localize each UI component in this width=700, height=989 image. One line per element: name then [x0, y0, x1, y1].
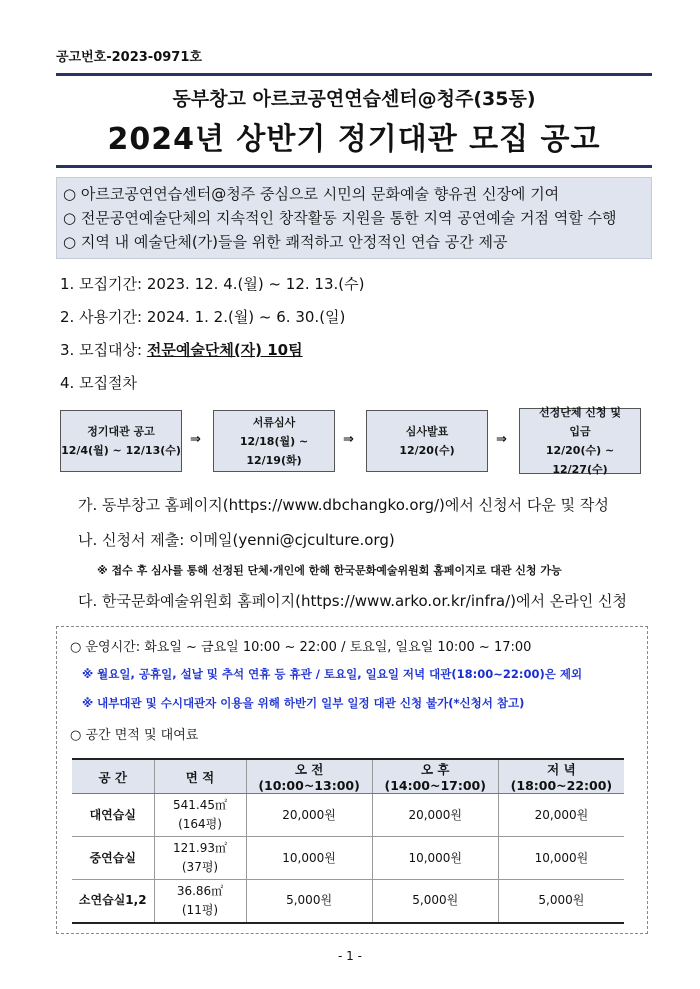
flow-step-date: 12/20(수) [399, 444, 455, 457]
page-subtitle: 동부창고 아르코공연연습센터@청주(35동) [172, 88, 536, 110]
header-evening: 저 녁(18:00~22:00) [498, 759, 624, 794]
header-rule-bottom [56, 165, 652, 168]
purpose-line-2: ○ 전문공연예술단체의 지속적인 창작활동 지원을 통한 지역 공연예술 거점 역할 수행 [63, 209, 617, 227]
table-header-row [72, 759, 624, 794]
cell-afternoon: 20,000원 [372, 794, 498, 837]
cell-morning: 20,000원 [246, 794, 372, 837]
step-da: 다. 한국문화예술위원회 홈페이지(https://www.arko.or.kr/infra/)에서 온라인 신청 [78, 592, 628, 610]
flow-step-label: 정기대관 공고 [87, 425, 155, 438]
area-pyeong: (37평) [181, 860, 219, 874]
area-pyeong: (164평) [178, 817, 222, 831]
target-label: 3. 모집대상: [60, 341, 147, 359]
table-row [72, 880, 624, 923]
flow-step-result-announcement [366, 410, 488, 472]
cell-evening: 20,000원 [498, 794, 624, 837]
header-morning: 오 전(10:00~13:00) [246, 759, 372, 794]
flow-arrow-icon: ⇒ [343, 432, 354, 447]
operation-hours: ○ 운영시간: 화요일 ~ 금요일 10:00 ~ 22:00 / 토요일, 일요일 10:00 ~ 17:00 [70, 640, 532, 655]
header-rule-top [56, 73, 652, 76]
cell-morning: 5,000원 [246, 880, 372, 923]
cell-afternoon: 10,000원 [372, 837, 498, 880]
flow-step-label: 서류심사 [252, 415, 296, 429]
table-row [72, 794, 624, 837]
area-pyeong: (11평) [181, 902, 219, 917]
space-fee-title: ○ 공간 면적 및 대여료 [70, 728, 199, 743]
flow-step-date: 12/20(수) ~ 12/27(수) [545, 444, 615, 476]
cell-morning: 10,000원 [246, 837, 372, 880]
section-period: 1. 모집기간: 2023. 12. 4.(월) ~ 12. 13.(수) [60, 275, 365, 293]
flow-step-label: 심사발표 [405, 425, 449, 438]
step-ga: 가. 동부창고 홈페이지(https://www.dbchangko.org/)에서 신청서 다운 및 작성 [78, 496, 609, 514]
flow-step-date: 12/4(월) ~ 12/13(수) [61, 444, 181, 457]
page-title: 2024년 상반기 정기대관 모집 공고 [107, 122, 601, 157]
table-row [72, 837, 624, 880]
flow-step-document-review [213, 410, 335, 472]
page-number: - 1 - [338, 949, 362, 963]
flow-arrow-icon: ⇒ [496, 432, 507, 447]
operation-note-closure: ※ 월요일, 공휴일, 설날 및 추석 연휴 등 휴관 / 토요일, 일요일 저녁 대관(18:00~22:00)은 제외 [82, 667, 583, 681]
flow-step-announcement [60, 410, 182, 472]
flow-step-label-2: 입금 [569, 425, 591, 438]
purpose-line-3: ○ 지역 내 예술단체(가)들을 위한 쾌적하고 안정적인 연습 공간 제공 [63, 233, 508, 251]
cell-area [154, 880, 246, 923]
header-space: 공 간 [72, 759, 154, 794]
header-afternoon: 오 후(14:00~17:00) [372, 759, 498, 794]
step-na: 나. 신청서 제출: 이메일(yenni@cjculture.org) [78, 531, 395, 549]
target-value: 전문예술단체(자) 10팀 [146, 341, 303, 359]
cell-area [154, 837, 246, 880]
cell-afternoon: 5,000원 [372, 880, 498, 923]
rental-fee-table [72, 758, 624, 924]
section-usage: 2. 사용기간: 2024. 1. 2.(월) ~ 6. 30.(일) [60, 308, 346, 326]
cell-space: 소연습실1,2 [72, 880, 154, 923]
section-target [60, 339, 303, 360]
flow-step-application-payment [519, 408, 641, 474]
step-note: ※ 접수 후 심사를 통해 선정된 단체·개인에 한해 한국문화예술위원회 홈페이지로 대관 신청 가능 [97, 564, 562, 577]
cell-space: 대연습실 [72, 794, 154, 837]
purpose-box [56, 177, 652, 259]
notice-number: 공고번호-2023-0971호 [56, 50, 202, 65]
flow-step-label: 선정단체 신청 및 [538, 406, 622, 419]
purpose-line-1: ○ 아르코공연연습센터@청주 중심으로 시민의 문화예술 향유권 신장에 기여 [63, 185, 560, 203]
section-procedure: 4. 모집절차 [60, 374, 138, 392]
operation-note-restriction: ※ 내부대관 및 수시대관자 이용을 위해 하반기 일부 일정 대관 신청 불가(*신청서 참고) [82, 696, 525, 710]
area-sqm: 121.93㎡ [173, 841, 227, 855]
flow-arrow-icon: ⇒ [190, 432, 201, 447]
cell-evening: 5,000원 [498, 880, 624, 923]
flow-step-date: 12/18(월) ~ 12/19(화) [239, 434, 309, 467]
cell-space: 중연습실 [72, 837, 154, 880]
area-sqm: 36.86㎡ [176, 883, 224, 898]
header-area: 면 적 [154, 759, 246, 794]
area-sqm: 541.45㎡ [173, 798, 227, 812]
cell-area [154, 794, 246, 837]
cell-evening: 10,000원 [498, 837, 624, 880]
